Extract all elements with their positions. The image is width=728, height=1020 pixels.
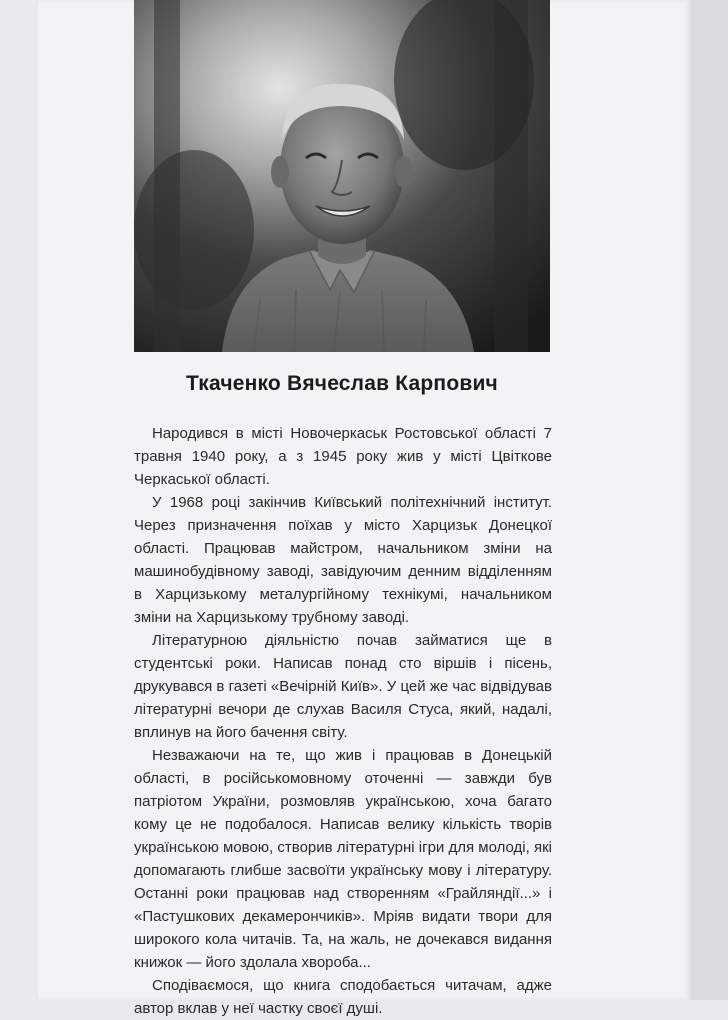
paragraph: Народився в місті Новочеркаськ Ростовської області 7 травня 1940 року, а з 1945 року жив у місті Цвіткове Черкаської області. xyxy=(134,425,552,488)
paragraph: Незважаючи на те, що жив і працював в Донецькій області, в російськомовному оточенні — завжди був патріотом України, розмовляв українською, хоча багато кому це не подобалося. Написав велику кількість творів українською мовою, створив літературні ігри для молоді, які допомагають глибше засвоїти українську мову і літературу. Останні роки працював над створенням «Грайляндії...» і «Пастушкових декамерончиків». Мріяв видати твори для широкого кола читачів. Та, на жаль, не дочекався видання книжок — його здолала хвороба... xyxy=(134,747,552,971)
page-edge xyxy=(690,0,728,1000)
paragraph: У 1968 році закінчив Київський політехнічний інститут. Через призначення поїхав у місто Харцизьк Донецкої області. Працював майстром, начальником зміни на машинобудівному заводі, завідуючим денним відділенням в Харцизькому металургійному технікумі, начальником зміни на Харцизькому трубному заводі. xyxy=(134,494,552,626)
paragraph: Сподіваємося, що книга сподобається читачам, адже автор вклав у неї частку своєї душі. xyxy=(134,977,552,1017)
paragraph: Літературною діяльністю почав займатися ще в студентські роки. Написав понад сто віршів і пісень, друкувався в газеті «Вечірній Київ». У цей же час відвідував літературні вечори де слухав Василя Стуса, який, надалі, вплинув на його бачення світу. xyxy=(134,632,552,741)
author-name-heading: Ткаченко Вячеслав Карпович xyxy=(186,372,498,395)
biography-text xyxy=(134,422,552,1020)
author-portrait xyxy=(134,0,550,352)
